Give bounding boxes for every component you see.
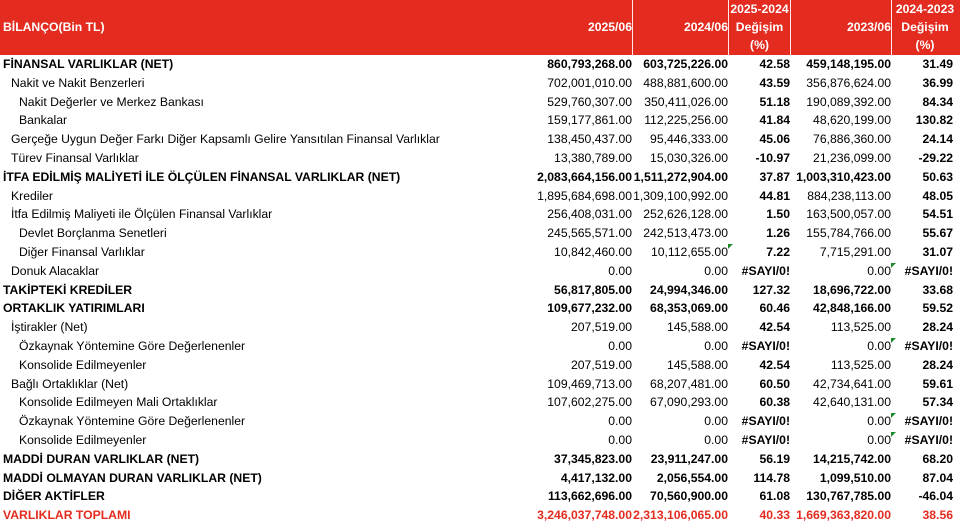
cell-change-2024-2023[interactable]: 59.52 bbox=[922, 301, 953, 316]
row-label[interactable]: MADDİ OLMAYAN DURAN VARLIKLAR (NET) bbox=[3, 470, 262, 485]
cell-change-2025-2024[interactable]: 60.50 bbox=[759, 376, 790, 391]
row-label[interactable]: TAKİPTEKİ KREDİLER bbox=[3, 282, 133, 297]
cell-2024[interactable]: 15,030,326.00 bbox=[650, 150, 728, 165]
row-label[interactable]: Türev Finansal Varlıklar bbox=[11, 150, 139, 165]
cell-change-2024-2023[interactable]: 38.56 bbox=[922, 508, 953, 523]
cell-2023[interactable]: 190,089,392.00 bbox=[806, 94, 891, 109]
row-label[interactable]: Konsolide Edilmeyenler bbox=[19, 357, 147, 372]
cell-2024[interactable]: 1,511,272,904.00 bbox=[633, 169, 728, 184]
cell-2025[interactable]: 3,246,037,748.00 bbox=[537, 508, 632, 523]
cell-2025[interactable]: 0.00 bbox=[608, 338, 632, 353]
cell-2023[interactable]: 42,734,641.00 bbox=[813, 376, 891, 391]
cell-change-2025-2024[interactable]: 114.78 bbox=[753, 470, 790, 485]
row-label[interactable]: FİNANSAL VARLIKLAR (NET) bbox=[3, 57, 174, 71]
cell-2024[interactable]: 252,626,128.00 bbox=[643, 207, 728, 222]
cell-change-2024-2023[interactable]: 31.49 bbox=[922, 57, 953, 71]
cell-change-2024-2023[interactable]: 57.34 bbox=[922, 395, 953, 410]
cell-2023[interactable]: 356,876,624.00 bbox=[806, 75, 891, 90]
cell-2024[interactable]: 68,353,069.00 bbox=[650, 301, 728, 316]
cell-2025[interactable]: 256,408,031.00 bbox=[547, 207, 632, 222]
cell-change-2024-2023[interactable]: #SAYI/0! bbox=[904, 414, 953, 429]
cell-2023[interactable]: 42,848,166.00 bbox=[813, 301, 891, 316]
cell-change-2024-2023[interactable]: 130.82 bbox=[915, 113, 953, 128]
cell-change-2024-2023[interactable]: -29.22 bbox=[918, 150, 953, 165]
cell-change-2025-2024[interactable]: 56.19 bbox=[759, 451, 790, 466]
cell-2024[interactable]: 95,446,333.00 bbox=[650, 132, 728, 147]
cell-2024[interactable]: 2,313,106,065.00 bbox=[633, 508, 728, 523]
header-change-1-line3[interactable]: (%) bbox=[750, 38, 769, 52]
cell-2024[interactable]: 0.00 bbox=[704, 432, 728, 447]
header-change-2-line3[interactable]: (%) bbox=[915, 38, 935, 52]
cell-2025[interactable]: 0.00 bbox=[608, 432, 632, 447]
row-label[interactable]: Gerçeğe Uygun Değer Farkı Diğer Kapsamlı Gelire Yansıtılan Finansal Varlıklar bbox=[11, 132, 440, 147]
header-divider bbox=[632, 0, 633, 55]
cell-2025[interactable]: 13,380,789.00 bbox=[554, 150, 632, 165]
error-indicator-icon bbox=[891, 338, 896, 343]
cell-2024[interactable]: 10,112,655.00 bbox=[650, 244, 728, 259]
error-indicator-icon bbox=[891, 432, 896, 437]
cell-2023[interactable]: 459,148,195.00 bbox=[806, 57, 891, 71]
cell-2024[interactable]: 68,207,481.00 bbox=[650, 376, 728, 391]
table-row bbox=[0, 111, 960, 130]
table-row bbox=[0, 55, 960, 74]
cell-change-2025-2024[interactable]: 127.32 bbox=[752, 282, 790, 297]
cell-2025[interactable]: 207,519.00 bbox=[571, 357, 632, 372]
cell-2023[interactable]: 0.00 bbox=[867, 414, 891, 429]
cell-2025[interactable]: 529,760,307.00 bbox=[547, 94, 632, 109]
table-row bbox=[0, 393, 960, 412]
header-label[interactable]: BİLANÇO(Bin TL) bbox=[3, 20, 105, 34]
cell-2023[interactable]: 14,215,742.00 bbox=[813, 451, 891, 466]
cell-2023[interactable]: 0.00 bbox=[867, 338, 891, 353]
cell-2024[interactable]: 112,225,256.00 bbox=[644, 113, 728, 128]
cell-2023[interactable]: 1,099,510.00 bbox=[819, 470, 891, 485]
cell-2024[interactable]: 350,411,026.00 bbox=[644, 94, 728, 109]
cell-2025[interactable]: 159,177,861.00 bbox=[547, 113, 632, 128]
cell-change-2025-2024[interactable]: #SAYI/0! bbox=[741, 414, 790, 429]
row-label[interactable]: VARLIKLAR TOPLAMI bbox=[3, 508, 131, 523]
cell-2024[interactable]: 23,911,247.00 bbox=[650, 451, 728, 466]
table-row bbox=[0, 168, 960, 187]
error-indicator-icon bbox=[891, 263, 896, 268]
cell-change-2025-2024[interactable]: 61.08 bbox=[759, 489, 790, 504]
table-row bbox=[0, 262, 960, 281]
cell-change-2025-2024[interactable]: 1.26 bbox=[766, 226, 790, 241]
cell-2023[interactable]: 1,669,363,820.00 bbox=[796, 508, 891, 523]
table-row bbox=[0, 431, 960, 450]
cell-2025[interactable]: 207,519.00 bbox=[571, 320, 632, 335]
cell-2025[interactable]: 107,602,275.00 bbox=[547, 395, 632, 410]
cell-2025[interactable]: 113,662,696.00 bbox=[547, 489, 632, 504]
cell-change-2025-2024[interactable]: 42.54 bbox=[759, 357, 790, 372]
row-label[interactable]: DİĞER AKTİFLER bbox=[3, 489, 105, 504]
header-row bbox=[0, 0, 960, 55]
cell-2025[interactable]: 2,083,664,156.00 bbox=[537, 169, 632, 184]
header-change-2-line1[interactable]: 2024-2023 bbox=[895, 2, 955, 16]
cell-2023[interactable]: 113,525.00 bbox=[830, 357, 891, 372]
table-row bbox=[0, 281, 960, 300]
row-label[interactable]: İTFA EDİLMİŞ MALİYETİ İLE ÖLÇÜLEN FİNANSAL VARLIKLAR (NET) bbox=[3, 169, 401, 184]
cell-2025[interactable]: 860,793,268.00 bbox=[547, 57, 632, 71]
table-row bbox=[0, 450, 960, 469]
cell-2025[interactable]: 4,417,132.00 bbox=[560, 470, 632, 485]
cell-change-2025-2024[interactable]: 60.38 bbox=[759, 395, 790, 410]
table-row bbox=[0, 224, 960, 243]
row-label[interactable]: ORTAKLIK YATIRIMLARI bbox=[3, 301, 145, 316]
table-row bbox=[0, 74, 960, 93]
cell-2025[interactable]: 10,842,460.00 bbox=[554, 244, 632, 259]
cell-2025[interactable]: 0.00 bbox=[608, 263, 632, 278]
cell-change-2025-2024[interactable]: 60.46 bbox=[759, 301, 790, 316]
cell-2023[interactable]: 155,784,766.00 bbox=[806, 226, 891, 241]
row-label[interactable]: Bankalar bbox=[19, 113, 68, 128]
row-label[interactable]: Konsolide Edilmeyen Mali Ortaklıklar bbox=[19, 395, 218, 410]
cell-2023[interactable]: 130,767,785.00 bbox=[806, 489, 891, 504]
cell-2025[interactable]: 1,895,684,698.00 bbox=[537, 188, 632, 203]
table-row bbox=[0, 318, 960, 337]
cell-change-2024-2023[interactable]: #SAYI/0! bbox=[904, 338, 953, 353]
cell-change-2025-2024[interactable]: 42.54 bbox=[759, 320, 790, 335]
cell-change-2024-2023[interactable]: 50.63 bbox=[922, 169, 953, 184]
cell-2024[interactable]: 145,588.00 bbox=[667, 357, 728, 372]
header-col-2024[interactable]: 2024/06 bbox=[683, 20, 728, 34]
cell-2023[interactable]: 21,236,099.00 bbox=[813, 150, 891, 165]
row-label[interactable]: İtfa Edilmiş Maliyeti ile Ölçülen Finansal Varlıklar bbox=[11, 207, 273, 222]
table-row bbox=[0, 205, 960, 224]
cell-2023[interactable]: 0.00 bbox=[867, 432, 891, 447]
header-change-2-line2[interactable]: Değişim bbox=[901, 20, 949, 34]
row-label[interactable]: Diğer Finansal Varlıklar bbox=[19, 244, 145, 259]
row-label[interactable]: Bağlı Ortaklıklar (Net) bbox=[11, 376, 129, 391]
cell-change-2025-2024[interactable]: 44.81 bbox=[759, 188, 790, 203]
cell-2024[interactable]: 0.00 bbox=[704, 414, 728, 429]
cell-change-2025-2024[interactable]: -10.97 bbox=[755, 150, 790, 165]
cell-2025[interactable]: 37,345,823.00 bbox=[554, 451, 632, 466]
cell-2025[interactable]: 245,565,571.00 bbox=[547, 226, 632, 241]
cell-change-2025-2024[interactable]: 1.50 bbox=[766, 207, 790, 222]
cell-2024[interactable]: 242,513,473.00 bbox=[643, 226, 728, 241]
cell-2024[interactable]: 2,056,554.00 bbox=[656, 470, 728, 485]
table-row bbox=[0, 469, 960, 488]
cell-change-2025-2024[interactable]: 37.87 bbox=[759, 169, 790, 184]
cell-change-2024-2023[interactable]: 68.20 bbox=[922, 451, 953, 466]
row-label[interactable]: Krediler bbox=[11, 188, 53, 203]
cell-2025[interactable]: 56,817,805.00 bbox=[554, 282, 632, 297]
table-row bbox=[0, 337, 960, 356]
table-row bbox=[0, 375, 960, 394]
row-label[interactable]: MADDİ DURAN VARLIKLAR (NET) bbox=[3, 451, 200, 466]
cell-2023[interactable]: 163,500,057.00 bbox=[806, 207, 891, 222]
header-col-2025[interactable]: 2025/06 bbox=[587, 20, 632, 34]
row-label[interactable]: İştirakler (Net) bbox=[11, 320, 88, 335]
cell-2023[interactable]: 76,886,360.00 bbox=[813, 132, 891, 147]
table-row bbox=[0, 356, 960, 375]
cell-2023[interactable]: 884,238,113.00 bbox=[807, 188, 891, 203]
error-indicator-icon bbox=[728, 244, 733, 249]
row-label[interactable]: Konsolide Edilmeyenler bbox=[19, 432, 147, 447]
table-row bbox=[0, 187, 960, 206]
cell-change-2024-2023[interactable]: 84.34 bbox=[922, 94, 953, 109]
cell-change-2025-2024[interactable]: #SAYI/0! bbox=[741, 432, 790, 447]
table-row bbox=[0, 93, 960, 112]
table-row bbox=[0, 149, 960, 168]
cell-2023[interactable]: 7,715,291.00 bbox=[819, 244, 891, 259]
cell-2025[interactable]: 702,001,010.00 bbox=[547, 75, 632, 90]
cell-change-2025-2024[interactable]: 42.58 bbox=[759, 57, 790, 71]
cell-change-2024-2023[interactable]: 28.24 bbox=[922, 320, 953, 335]
cell-change-2025-2024[interactable]: #SAYI/0! bbox=[741, 263, 790, 278]
cell-change-2025-2024[interactable]: #SAYI/0! bbox=[741, 338, 790, 353]
cell-2024[interactable]: 70,560,900.00 bbox=[650, 489, 728, 504]
cell-2023[interactable]: 1,003,310,423.00 bbox=[796, 169, 891, 184]
cell-change-2025-2024[interactable]: 45.06 bbox=[759, 132, 790, 147]
row-label[interactable]: Özkaynak Yöntemine Göre Değerlenenler bbox=[19, 414, 246, 429]
row-label[interactable]: Donuk Alacaklar bbox=[11, 263, 100, 278]
cell-change-2024-2023[interactable]: 87.04 bbox=[922, 470, 953, 485]
cell-change-2024-2023[interactable]: 59.61 bbox=[922, 376, 953, 391]
cell-2024[interactable]: 67,090,293.00 bbox=[650, 395, 728, 410]
cell-2024[interactable]: 0.00 bbox=[704, 338, 728, 353]
cell-change-2025-2024[interactable]: 40.33 bbox=[759, 508, 790, 523]
error-indicator-icon bbox=[891, 413, 896, 418]
row-label[interactable]: Nakit Değerler ve Merkez Bankası bbox=[19, 94, 204, 109]
header-divider bbox=[790, 0, 791, 55]
cell-change-2024-2023[interactable]: -46.04 bbox=[918, 489, 953, 504]
row-label[interactable]: Özkaynak Yöntemine Göre Değerlenenler bbox=[19, 338, 246, 353]
table-row bbox=[0, 299, 960, 318]
table-row bbox=[0, 487, 960, 506]
cell-2024[interactable]: 145,588.00 bbox=[667, 320, 728, 335]
table-row bbox=[0, 243, 960, 262]
cell-2024[interactable]: 1,309,100,992.00 bbox=[633, 188, 728, 203]
table-row bbox=[0, 412, 960, 431]
cell-change-2024-2023[interactable]: 33.68 bbox=[922, 282, 953, 297]
header-change-1-line2[interactable]: Değişim bbox=[735, 20, 784, 34]
row-label[interactable]: Nakit ve Nakit Benzerleri bbox=[11, 75, 145, 90]
cell-change-2024-2023[interactable]: 28.24 bbox=[922, 357, 953, 372]
row-label[interactable]: Devlet Borçlanma Senetleri bbox=[19, 226, 167, 241]
cell-2024[interactable]: 0.00 bbox=[704, 263, 728, 278]
cell-2024[interactable]: 603,725,226.00 bbox=[643, 57, 728, 71]
cell-change-2024-2023[interactable]: 48.05 bbox=[922, 188, 953, 203]
cell-change-2024-2023[interactable]: 24.14 bbox=[922, 132, 953, 147]
table-row bbox=[0, 506, 960, 525]
table-body bbox=[0, 55, 960, 525]
cell-2023[interactable]: 0.00 bbox=[867, 263, 891, 278]
cell-change-2024-2023[interactable]: #SAYI/0! bbox=[904, 432, 953, 447]
cell-2023[interactable]: 42,640,131.00 bbox=[813, 395, 891, 410]
cell-2024[interactable]: 488,881,600.00 bbox=[643, 75, 728, 90]
cell-change-2024-2023[interactable]: 55.67 bbox=[922, 226, 953, 241]
cell-change-2025-2024[interactable]: 41.84 bbox=[759, 113, 790, 128]
cell-2023[interactable]: 18,696,722.00 bbox=[813, 282, 891, 297]
header-change-1-line1[interactable]: 2025-2024 bbox=[730, 2, 789, 16]
cell-change-2024-2023[interactable]: 31.07 bbox=[922, 244, 953, 259]
cell-2025[interactable]: 0.00 bbox=[608, 414, 632, 429]
cell-change-2025-2024[interactable]: 7.22 bbox=[766, 244, 790, 259]
cell-2025[interactable]: 109,469,713.00 bbox=[547, 376, 632, 391]
cell-change-2024-2023[interactable]: 36.99 bbox=[922, 75, 953, 90]
cell-2024[interactable]: 24,994,346.00 bbox=[650, 282, 728, 297]
cell-2025[interactable]: 109,677,232.00 bbox=[547, 301, 632, 316]
cell-2023[interactable]: 113,525.00 bbox=[830, 320, 891, 335]
table-row bbox=[0, 130, 960, 149]
cell-2025[interactable]: 138,450,437.00 bbox=[547, 132, 632, 147]
cell-change-2025-2024[interactable]: 43.59 bbox=[759, 75, 790, 90]
cell-change-2025-2024[interactable]: 51.18 bbox=[759, 94, 790, 109]
cell-change-2024-2023[interactable]: 54.51 bbox=[922, 207, 953, 222]
header-col-2023[interactable]: 2023/06 bbox=[846, 20, 891, 34]
cell-2023[interactable]: 48,620,199.00 bbox=[813, 113, 891, 128]
cell-change-2024-2023[interactable]: #SAYI/0! bbox=[904, 263, 953, 278]
